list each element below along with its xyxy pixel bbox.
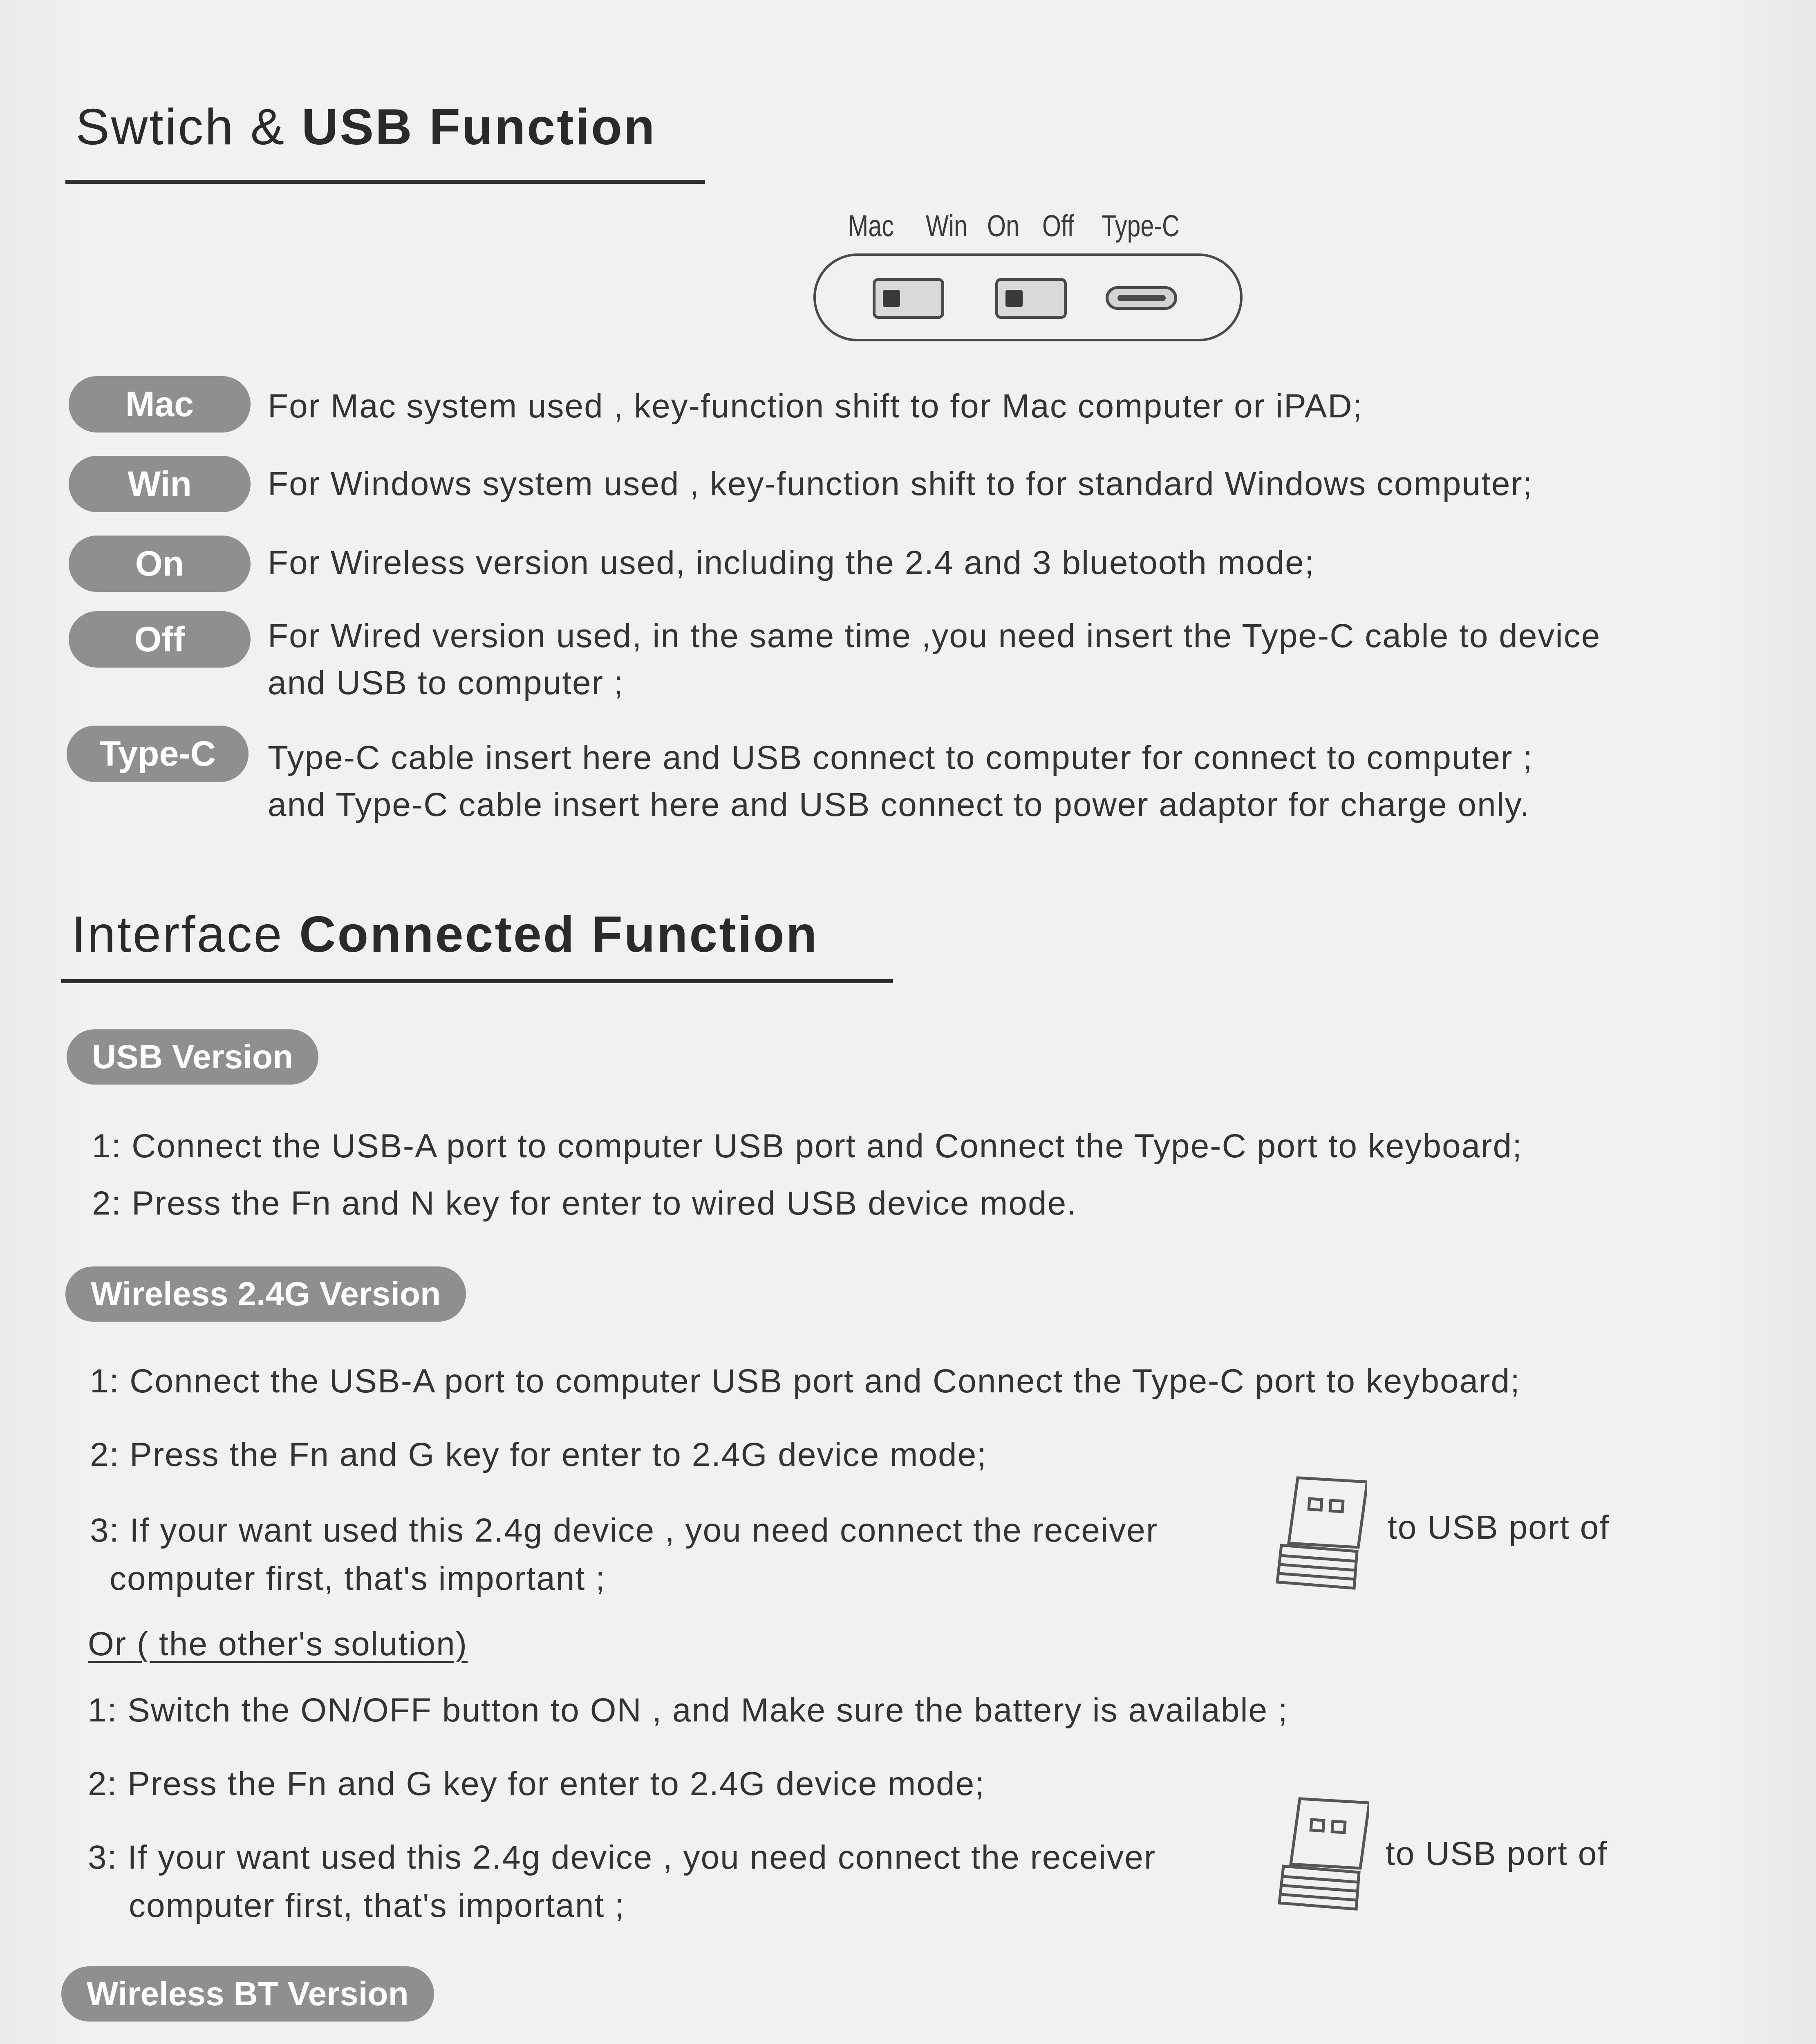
title-part-1: Interface — [72, 906, 299, 963]
alt-step-3 — [88, 1833, 1156, 1930]
wireless24-version-pill: Wireless 2.4G Version — [65, 1266, 466, 1322]
switch-label-off: Off — [1042, 209, 1074, 243]
alt-step-1: 1: Switch the ON/OFF button to ON , and Make sure the battery is available ; — [88, 1692, 1288, 1729]
wireless24-step-2: 2: Press the Fn and G key for enter to 2.4G device mode; — [90, 1436, 987, 1473]
wireless24-step-1: 1: Connect the USB-A port to computer USB port and Connect the Type-C port to keyboard; — [90, 1363, 1520, 1400]
usb-version-pill: USB Version — [67, 1029, 318, 1085]
on-off-slider-icon — [995, 278, 1067, 319]
key-pill-on: On — [69, 536, 251, 592]
alt-step-3-cont: computer first, that's important ; — [129, 1887, 625, 1924]
key-desc-typec-line2: and Type-C cable insert here and USB connect to power adaptor for charge only. — [268, 786, 1530, 823]
usb-receiver-icon — [1275, 1795, 1369, 1917]
usb-step-2: 2: Press the Fn and N key for enter to wired USB device mode. — [92, 1185, 1077, 1222]
key-pill-typec: Type-C — [67, 726, 249, 782]
switch-section-title — [76, 98, 656, 156]
wireless24-step-3-cont: computer first, that's important ; — [110, 1560, 606, 1597]
switch-label-win: Win — [926, 209, 967, 243]
key-pill-mac: Mac — [69, 376, 251, 433]
title-part-2: Connected Function — [299, 906, 819, 963]
wireless24-step-3 — [90, 1506, 1158, 1603]
alt-solution-title: Or ( the other's solution) — [88, 1625, 468, 1663]
wireless24-step-3-text: 3: If your want used this 2.4g device , you need connect the receiver — [90, 1512, 1158, 1549]
key-pill-win: Win — [69, 456, 251, 512]
key-desc-typec-line1: Type-C cable insert here and USB connect to computer for connect to computer ; — [268, 739, 1533, 776]
switch-label-on: On — [987, 209, 1019, 243]
usb-step-1: 1: Connect the USB-A port to computer USB port and Connect the Type-C port to keyboard; — [92, 1127, 1523, 1165]
title-part-2: USB Function — [301, 99, 656, 155]
usb-receiver-icon — [1273, 1474, 1367, 1596]
alt-step-3-text: 3: If your want used this 2.4g device , you need connect the receiver — [88, 1839, 1156, 1876]
switch-label-mac: Mac — [848, 209, 894, 243]
bt-version-pill: Wireless BT Version — [61, 1966, 434, 2022]
key-desc-off-line1: For Wired version used, in the same time ,you need insert the Type-C cable to device — [268, 617, 1601, 654]
alt-step-3-tail: to USB port of — [1386, 1835, 1608, 1872]
alt-step-2: 2: Press the Fn and G key for enter to 2.4G device mode; — [88, 1765, 985, 1802]
interface-title-underline — [61, 979, 893, 983]
key-desc-win: For Windows system used , key-function shift to for standard Windows computer; — [268, 465, 1533, 502]
key-desc-off-line2: and USB to computer ; — [268, 664, 624, 702]
key-pill-off: Off — [69, 611, 251, 668]
wireless24-step-3-tail: to USB port of — [1388, 1509, 1610, 1546]
interface-section-title — [72, 905, 819, 964]
switch-label-typec: Type-C — [1102, 209, 1180, 243]
mac-win-slider-icon — [873, 278, 944, 319]
switch-title-underline — [65, 180, 705, 184]
key-desc-on: For Wireless version used, including the 2.4 and 3 bluetooth mode; — [268, 544, 1315, 581]
typec-port-icon — [1106, 286, 1177, 310]
key-desc-mac: For Mac system used , key-function shift to for Mac computer or iPAD; — [268, 388, 1363, 425]
title-part-1: Swtich & — [76, 99, 302, 155]
